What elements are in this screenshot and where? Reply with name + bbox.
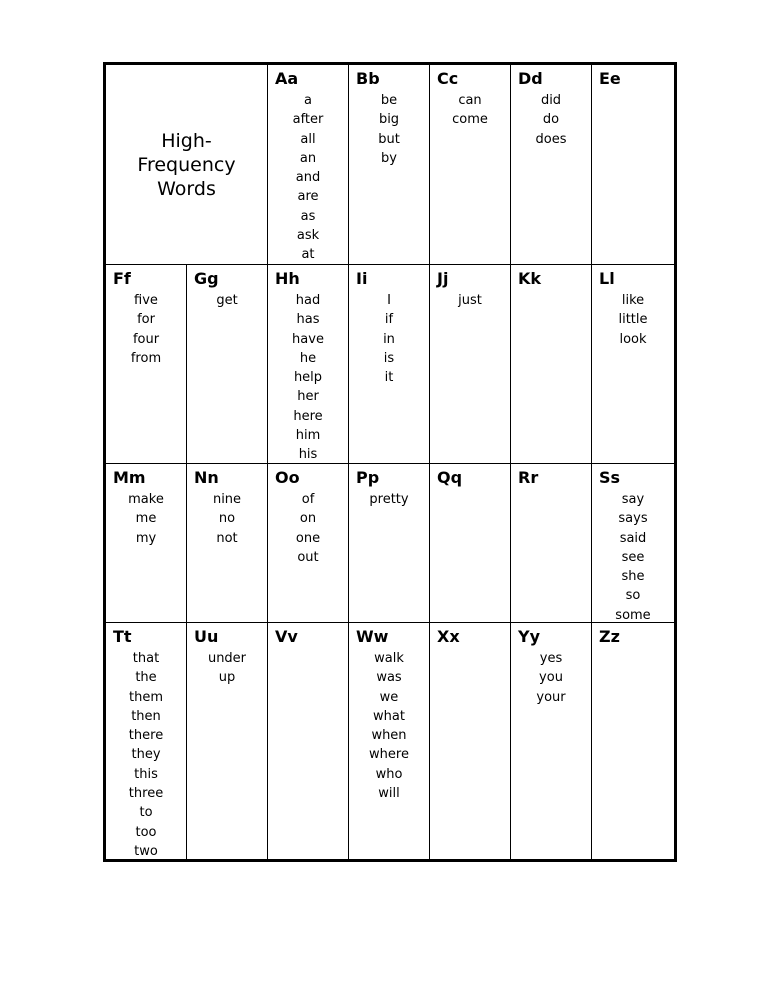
page-title: High- Frequency Words <box>137 129 236 200</box>
word-list <box>106 291 186 368</box>
word-item: like <box>621 293 645 308</box>
word-item: get <box>216 293 238 308</box>
letter-heading: Pp <box>356 468 380 487</box>
word-item: that <box>132 651 160 666</box>
word-item: the <box>135 670 157 686</box>
word-item: four <box>132 331 160 347</box>
word-item: had <box>295 293 321 308</box>
word-item: my <box>135 530 157 546</box>
word-item: an <box>299 150 317 166</box>
word-item: is <box>383 350 395 366</box>
word-item: as <box>300 208 316 224</box>
letter-cell-h <box>268 265 349 464</box>
word-list <box>592 490 674 623</box>
letter-heading: Ww <box>356 627 389 646</box>
word-item: and <box>295 170 321 186</box>
word-item: who <box>375 766 403 782</box>
word-list <box>511 91 591 149</box>
word-item: five <box>134 293 158 308</box>
letter-heading: Oo <box>275 468 300 487</box>
word-item: yes <box>539 651 563 666</box>
word-item: me <box>135 511 157 527</box>
letter-cell-e <box>592 65 674 265</box>
word-item: a <box>304 93 312 108</box>
letter-cell-u <box>187 623 268 859</box>
letter-cell-n <box>187 464 268 623</box>
word-item: his <box>298 447 318 463</box>
word-list <box>187 490 267 548</box>
letter-heading: Dd <box>518 69 543 88</box>
word-item: when <box>371 728 407 744</box>
letter-heading: Bb <box>356 69 380 88</box>
word-list <box>187 291 267 310</box>
word-item: look <box>619 331 647 347</box>
letter-heading: Vv <box>275 627 298 646</box>
word-item: they <box>131 747 161 763</box>
word-list <box>268 91 348 265</box>
word-item: are <box>297 189 319 205</box>
word-list <box>268 291 348 464</box>
word-item: there <box>128 728 164 744</box>
word-item: will <box>378 786 400 802</box>
word-item: if <box>384 312 394 328</box>
word-item: has <box>296 312 320 328</box>
letter-cell-a <box>268 65 349 265</box>
letter-heading: Qq <box>437 468 463 487</box>
word-item: come <box>452 112 488 128</box>
word-item: does <box>535 131 567 147</box>
word-item: you <box>539 670 563 686</box>
letter-heading: Tt <box>113 627 132 646</box>
word-list <box>349 490 429 509</box>
title-cell <box>106 65 268 265</box>
word-item: then <box>131 708 161 724</box>
letter-heading: Aa <box>275 69 299 88</box>
letter-cell-d <box>511 65 592 265</box>
letter-heading: Ll <box>599 269 615 288</box>
letter-heading: Yy <box>518 627 541 646</box>
word-item: says <box>618 511 648 527</box>
word-list <box>106 490 186 548</box>
word-list <box>349 91 429 168</box>
word-item: your <box>536 689 566 705</box>
word-item: on <box>299 511 317 527</box>
letter-heading: Ii <box>356 269 368 288</box>
word-item: he <box>299 350 317 366</box>
word-item: do <box>542 112 560 128</box>
letter-cell-b <box>349 65 430 265</box>
word-item: her <box>297 389 319 405</box>
word-list <box>511 649 591 707</box>
word-list <box>430 91 510 130</box>
word-item: it <box>384 370 394 386</box>
letter-cell-f <box>106 265 187 464</box>
word-list <box>430 291 510 310</box>
word-item: to <box>139 805 153 821</box>
word-item: after <box>292 112 324 128</box>
word-list <box>349 291 429 387</box>
letter-cell-c <box>430 65 511 265</box>
word-item: said <box>619 530 647 546</box>
word-wall-table <box>103 62 677 862</box>
word-item: two <box>134 843 158 859</box>
letter-heading: Cc <box>437 69 459 88</box>
word-item: pretty <box>369 492 409 507</box>
letter-cell-y <box>511 623 592 859</box>
word-item: ask <box>296 228 320 244</box>
word-list <box>268 490 348 567</box>
word-item: of <box>301 492 315 507</box>
letter-cell-r <box>511 464 592 623</box>
letter-cell-m <box>106 464 187 623</box>
word-item: was <box>376 670 402 686</box>
letter-cell-j <box>430 265 511 464</box>
letter-heading: Kk <box>518 269 542 288</box>
word-list <box>106 649 186 859</box>
word-item: little <box>618 312 648 328</box>
word-item: three <box>128 786 164 802</box>
letter-heading: Nn <box>194 468 219 487</box>
letter-cell-t <box>106 623 187 859</box>
word-item: see <box>621 549 645 565</box>
letter-cell-k <box>511 265 592 464</box>
letter-cell-q <box>430 464 511 623</box>
letter-heading: Xx <box>437 627 460 646</box>
letter-cell-w <box>349 623 430 859</box>
word-item: some <box>615 607 651 623</box>
letter-cell-p <box>349 464 430 623</box>
word-item: help <box>293 370 323 386</box>
word-item: by <box>381 150 397 166</box>
word-item: at <box>301 247 315 263</box>
word-item: here <box>293 408 323 424</box>
word-item: up <box>218 670 236 686</box>
word-item: what <box>373 708 405 724</box>
word-item: in <box>383 331 395 347</box>
word-item: big <box>378 112 400 128</box>
word-item: one <box>295 530 321 546</box>
word-item: all <box>300 131 316 147</box>
word-list <box>187 649 267 688</box>
letter-cell-l <box>592 265 674 464</box>
letter-cell-o <box>268 464 349 623</box>
word-item: be <box>380 93 398 108</box>
word-item: just <box>458 293 482 308</box>
word-item: too <box>135 824 157 840</box>
letter-heading: Gg <box>194 269 219 288</box>
letter-heading: Ss <box>599 468 621 487</box>
word-item: have <box>292 331 324 347</box>
letter-heading: Hh <box>275 269 300 288</box>
word-list <box>592 291 674 349</box>
word-item: no <box>218 511 236 527</box>
word-item: make <box>128 492 164 507</box>
word-item: we <box>379 689 399 705</box>
word-item: she <box>621 569 645 585</box>
word-item: can <box>458 93 482 108</box>
letter-cell-s <box>592 464 674 623</box>
word-item: did <box>540 93 562 108</box>
word-item: nine <box>212 492 242 507</box>
word-item: not <box>216 530 238 546</box>
letter-heading: Uu <box>194 627 219 646</box>
word-item: where <box>369 747 409 763</box>
word-item: but <box>378 131 400 147</box>
letter-cell-z <box>592 623 674 859</box>
letter-cell-g <box>187 265 268 464</box>
word-item: them <box>129 689 163 705</box>
word-item: for <box>137 312 155 328</box>
word-item: him <box>295 428 321 444</box>
word-item: say <box>621 492 645 507</box>
letter-cell-v <box>268 623 349 859</box>
letter-heading: Ff <box>113 269 131 288</box>
word-item: so <box>625 588 641 604</box>
word-list <box>349 649 429 803</box>
letter-heading: Mm <box>113 468 146 487</box>
letter-heading: Rr <box>518 468 539 487</box>
word-item: walk <box>374 651 404 666</box>
word-item: out <box>297 549 319 565</box>
word-item: I <box>387 293 391 308</box>
letter-heading: Zz <box>599 627 620 646</box>
letter-heading: Jj <box>437 269 449 288</box>
word-item: this <box>134 766 158 782</box>
word-item: under <box>207 651 247 666</box>
letter-cell-x <box>430 623 511 859</box>
letter-heading: Ee <box>599 69 621 88</box>
letter-cell-i <box>349 265 430 464</box>
word-item: from <box>130 350 162 366</box>
